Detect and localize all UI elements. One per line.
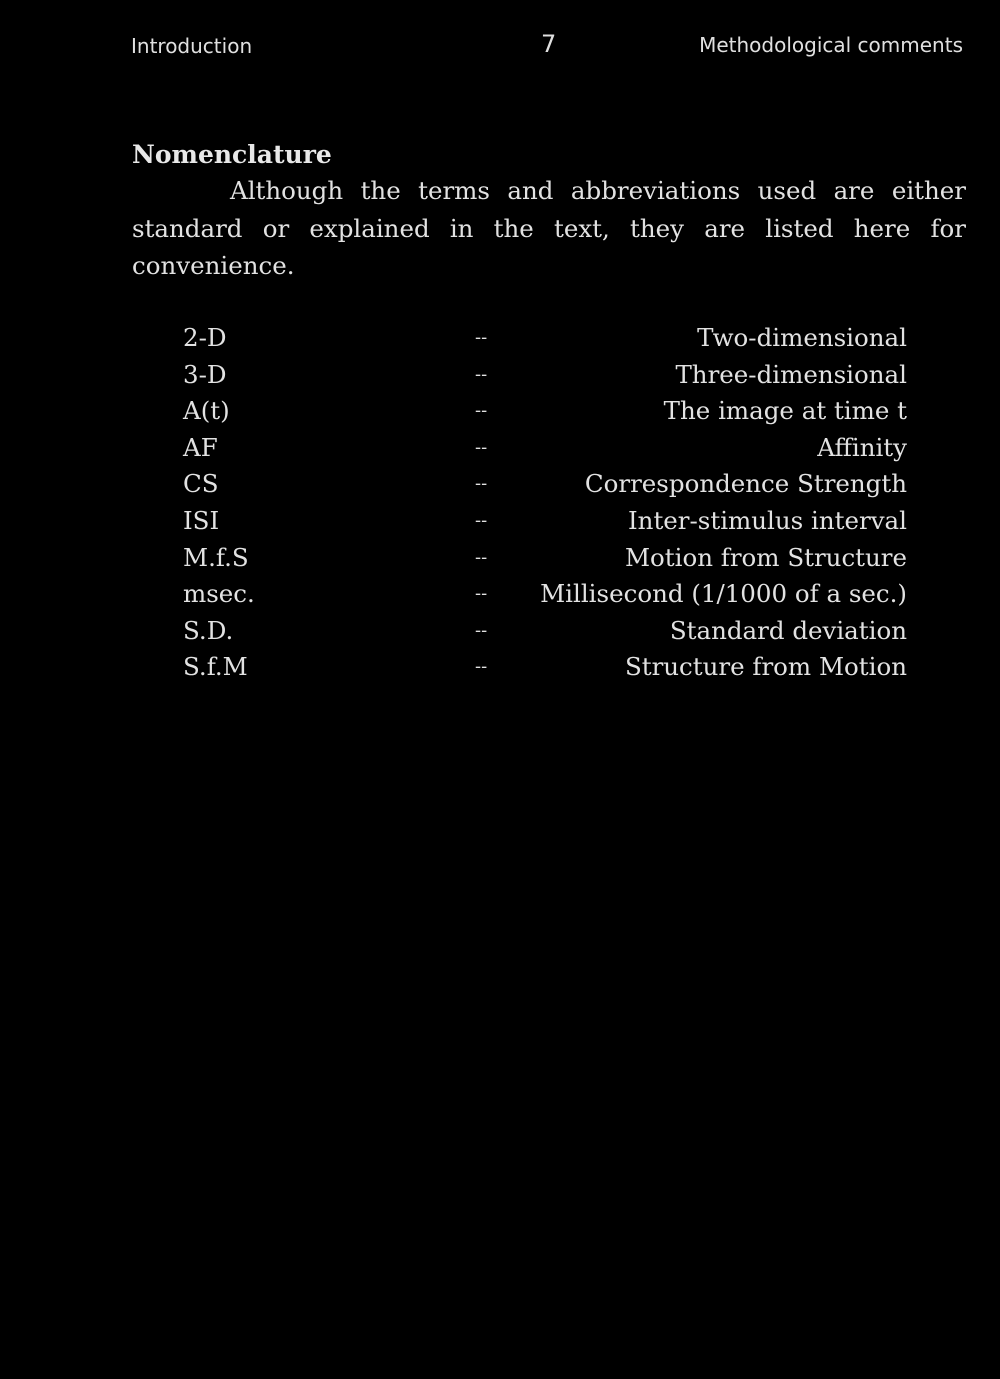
term-separator: -- bbox=[475, 473, 488, 495]
list-item bbox=[183, 430, 907, 467]
running-header-section: Methodological comments bbox=[699, 33, 963, 57]
list-item bbox=[183, 613, 907, 650]
term-definition: Affinity bbox=[817, 432, 907, 462]
term-definition: Correspondence Strength bbox=[584, 469, 907, 499]
term-separator: -- bbox=[475, 583, 488, 605]
term-abbreviation: 3-D bbox=[183, 359, 227, 389]
term-definition: Two-dimensional bbox=[697, 323, 907, 352]
list-item bbox=[183, 503, 907, 540]
term-abbreviation: A(t) bbox=[183, 396, 230, 426]
running-header-chapter: Introduction bbox=[131, 34, 253, 58]
term-definition: Standard deviation bbox=[669, 615, 907, 645]
page-number: 7 bbox=[541, 30, 557, 58]
term-definition: Motion from Structure bbox=[624, 542, 907, 572]
page-content bbox=[132, 140, 966, 285]
intro-paragraph: Although the terms and abbreviations used are either standard or explained in the text, they are listed here for convenience. bbox=[132, 176, 966, 280]
section-heading: Nomenclature bbox=[132, 140, 332, 169]
term-separator: -- bbox=[475, 656, 488, 678]
list-item bbox=[183, 320, 907, 357]
running-header bbox=[0, 30, 1000, 66]
term-abbreviation: AF bbox=[183, 432, 218, 462]
term-definition: The image at time t bbox=[663, 396, 907, 426]
term-separator: -- bbox=[475, 509, 488, 531]
term-separator: -- bbox=[475, 363, 488, 385]
term-separator: -- bbox=[475, 619, 488, 641]
term-definition: Millisecond (1/1000 of a sec.) bbox=[540, 579, 907, 609]
abbreviation-list bbox=[183, 320, 907, 686]
list-item bbox=[183, 649, 907, 686]
term-separator: -- bbox=[475, 546, 488, 568]
term-abbreviation: msec. bbox=[183, 579, 255, 609]
term-definition: Structure from Motion bbox=[624, 652, 907, 682]
list-item bbox=[183, 357, 907, 394]
list-item bbox=[183, 393, 907, 430]
term-abbreviation: 2-D bbox=[183, 323, 227, 352]
list-item bbox=[183, 466, 907, 503]
term-abbreviation: S.f.M bbox=[183, 652, 248, 682]
term-definition: Three-dimensional bbox=[675, 359, 907, 389]
term-separator: -- bbox=[475, 436, 488, 458]
list-item bbox=[183, 576, 907, 613]
list-item bbox=[183, 540, 907, 577]
term-abbreviation: ISI bbox=[183, 505, 220, 535]
term-definition: Inter-stimulus interval bbox=[628, 505, 907, 535]
term-abbreviation: S.D. bbox=[183, 615, 234, 645]
term-separator: -- bbox=[475, 400, 488, 422]
term-abbreviation: M.f.S bbox=[183, 542, 249, 572]
term-separator: -- bbox=[475, 327, 488, 348]
term-abbreviation: CS bbox=[183, 469, 219, 499]
